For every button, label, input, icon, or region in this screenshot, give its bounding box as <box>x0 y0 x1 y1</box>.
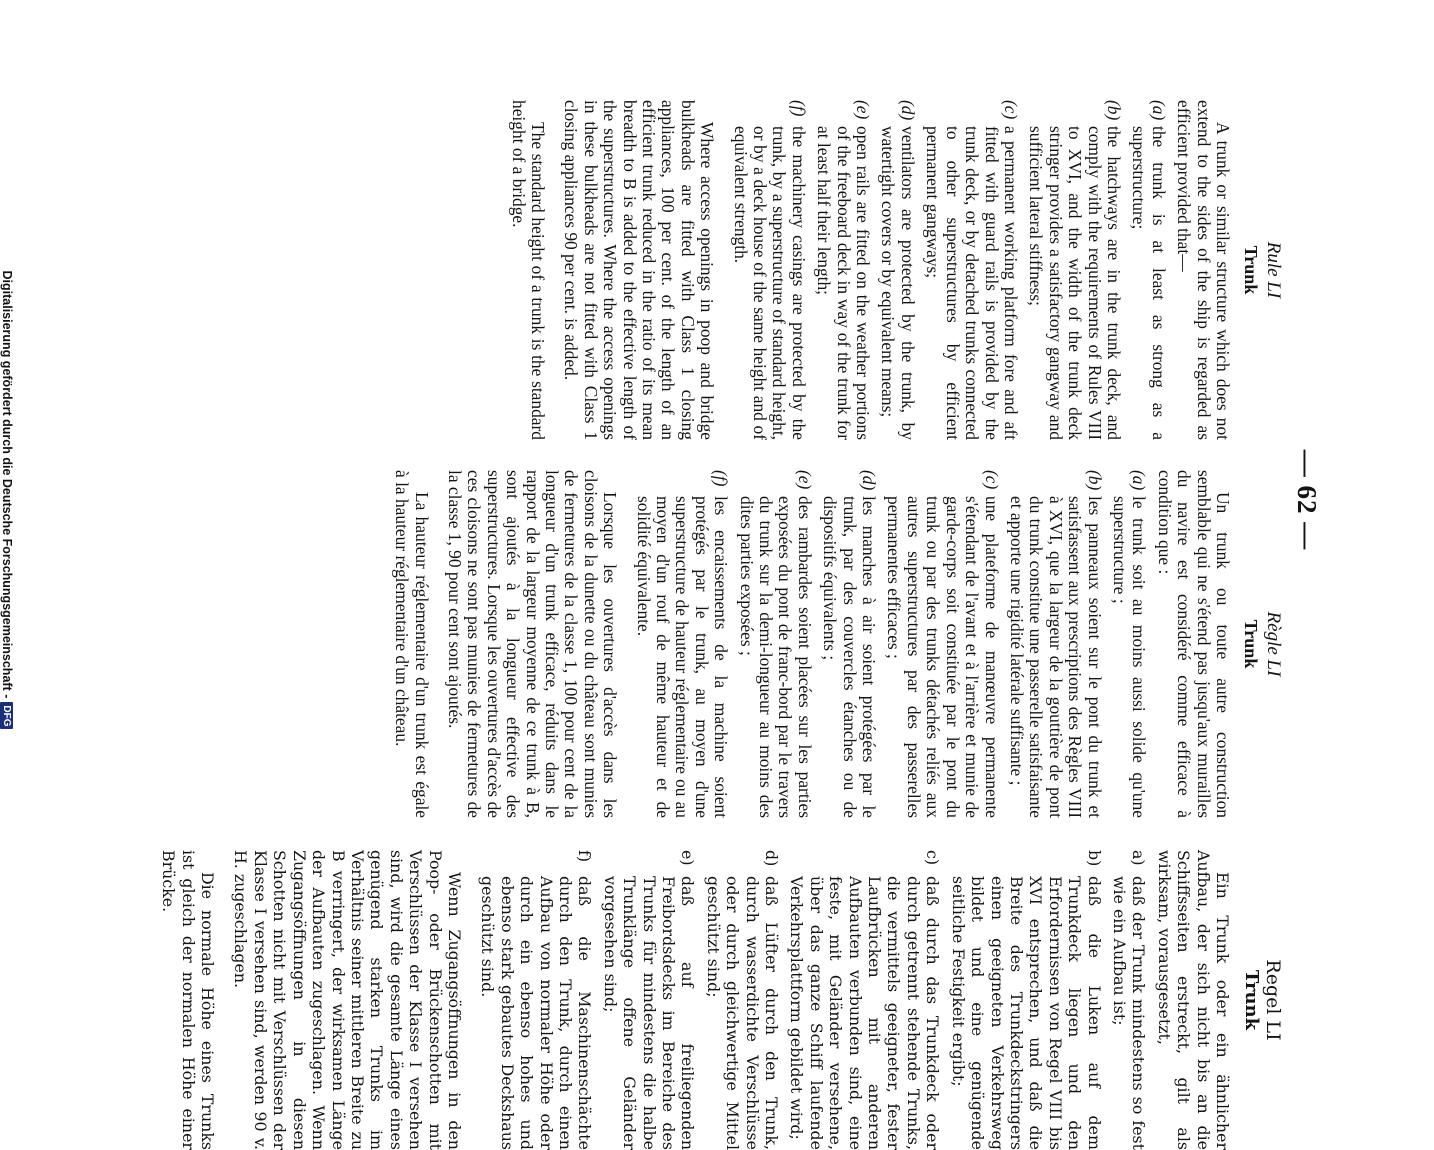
english-column <box>508 100 1284 440</box>
paragraph-en-1: Where access openings in poop and bridge bulkheads are fitted with Class 1 closing appliances, 100 per cent. of the length of an efficient trunk reduced in the ratio of its mean breadth to B is added to the effective length of the superstructures. Where the access openings in these bulkheads are not fitted with Class 1 closing appliances 90 per cent. is added. <box>561 100 718 440</box>
item-label: a) <box>1129 850 1149 866</box>
list-item-de-e <box>600 850 697 1150</box>
item-label: (a) <box>1148 100 1169 121</box>
intro-fr: Un trunk ou toute autre construction semblable qui ne s'étend pas jusqu'aux murailles du navire est considéré comme efficace à condition que : <box>1154 470 1233 818</box>
rule-subtitle-fr: Trunk <box>1241 619 1261 669</box>
digitization-footer <box>0 0 14 1000</box>
item-label: f) <box>575 850 595 863</box>
item-label: (d) <box>859 470 880 491</box>
item-label: (e) <box>853 100 874 120</box>
item-label: (f) <box>788 100 809 117</box>
german-column <box>159 850 1284 1150</box>
list-item-fr-a <box>1110 470 1149 818</box>
list-item-fr-e <box>736 470 814 818</box>
item-label: (c) <box>981 470 1002 490</box>
item-label: b) <box>1084 850 1104 867</box>
list-item-fr-d <box>820 470 878 818</box>
item-text: les encaissements de la machine soient protégés par le trunk, au moyen d'une superstructure de hauteur réglementaire ou au moyen d'un rouf de même hauteur et de solidité équivalente. <box>633 496 732 818</box>
french-column <box>392 470 1284 818</box>
item-text: the trunk is at least as strong as a superstructure; <box>1129 126 1169 440</box>
list-item-en-c <box>923 100 1020 440</box>
paragraph-de-2: Die normale Höhe eines Trunks ist gleich der normalen Höhe einer Brücke. <box>159 850 218 1150</box>
item-text: une plateforme de manœuvre permanente s'étendant de l'avant et à l'arrière et munie de garde-corps soit constituée par le pont du trunk ou par des trunks détachés reliés aux autres superstructures par des passerelles permanentes efficaces ; <box>884 496 1002 818</box>
item-label: (a) <box>1129 470 1150 491</box>
list-item-de-c <box>787 850 942 1150</box>
item-text: daß die Luken auf dem Trunkdeck liegen und den Erfordernissen von Regel VIII bis XVI entsprechen, und daß die Breite des Trunkdeckstringers einen geeigneten Verkehrsweg bildet und eine genügende seitliche Festigkeit ergibt; <box>948 876 1104 1150</box>
intro-en: A trunk or similar structure which does not extend to the sides of the ship is regarded as efficient provided that— <box>1174 100 1233 440</box>
list-item-en-d <box>878 100 917 440</box>
list-item-en-e <box>814 100 872 440</box>
item-label: e) <box>678 850 698 866</box>
item-text: a permanent working platform fore and aft fitted with guard rails is provided by the trunk deck, or by detached trunks connected to other superstructures by efficient permanent gangways; <box>923 126 1021 440</box>
item-text: des rambardes soient placées sur les parties exposées du pont de franc-bord par le travers du trunk sur la demi-longueur au moins des dites parties exposées ; <box>736 496 815 818</box>
paragraph-en-2: The standard height of a trunk is the standard height of a bridge. <box>508 100 548 440</box>
list-item-de-a <box>1110 850 1149 1150</box>
item-text: open rails are fitted on the weather portions of the freeboard deck in way of the trunk for at least half their length; <box>814 126 874 440</box>
item-text: daß der Trunk mindestens so fest wie ein Aufbau ist; <box>1109 876 1149 1150</box>
item-label: (d) <box>897 100 918 121</box>
item-label: (c) <box>1000 100 1021 120</box>
item-text: les panneaux soient sur le pont du trunk et satisfassent aux prescriptions des Règles VIII à XVI, que la largeur de la gouttière de pont du trunk constitue une passerelle satisfaisante et apporte une rigidité latérale suffisante ; <box>1006 496 1105 818</box>
list-item-de-d <box>703 850 781 1150</box>
item-text: le trunk soit au moins aussi solide qu'une superstructure ; <box>1109 496 1150 818</box>
item-text: the machinery casings are protected by the trunk, by a superstructure of standard height, or by a deck house of the same height and of equivalent strength. <box>730 126 809 440</box>
list-item-fr-b <box>1007 470 1104 818</box>
paragraph-de-1: Wenn Zugangsöffnungen in den Poop- oder Brückenschotten mit Verschlüssen der Klasse I versehen sind, wird die gesamte Länge eines genügend starken Trunks im Verhältnis seiner mittleren Breite zu B verringert, der wirksamen Länge der Aufbauten zugeschlagen. Wenn Zugangsöffnungen in diesen Schotten nicht mit Verschlüssen der Klasse I versehen sind, werden 90 v. H. zugeschlagen. <box>231 850 464 1150</box>
item-label: (b) <box>1103 100 1124 121</box>
item-text: daß die Maschinenschächte durch den Trunk, durch einen Aufbau von normaler Höhe oder durch ein ebenso hohes und ebenso stark gebautes Deckshaus geschützt sind. <box>478 876 595 1150</box>
list-item-en-b <box>1026 100 1123 440</box>
item-text: daß Lüfter durch den Trunk, durch wasserdichte Verschlüsse oder durch gleichwertige Mittel geschützt sind; <box>703 876 782 1150</box>
item-label: (b) <box>1084 470 1105 491</box>
paragraph-fr-2: La hauteur réglementaire d'un trunk est égale à la hauteur réglementaire d'un château. <box>392 470 432 818</box>
paragraph-fr-1: Lorsque les ouvertures d'accès dans les cloisons de la dunette ou du château sont munies de fermetures de la classe 1, 100 pour cent de la longueur d'un trunk efficace, réduits dans le rapport de la largeur moyenne de ce trunk à B, sont ajoutés à la longueur effective des superstructures. Lorsque les ouvertures d'accès de ces cloisons ne sont pas munies de fermetures de la classe 1, 90 pour cent sont ajoutés. <box>444 470 621 818</box>
intro-de: Ein Trunk oder ein ähnlicher Aufbau, der sich nicht bis an die Schiffsseiten erstreckt, gilt als wirksam, vorausgesetzt, <box>1154 850 1232 1150</box>
rule-title-de: Regel LI <box>1262 959 1284 1041</box>
list-item-fr-c <box>884 470 1000 818</box>
page-number: — 62 — <box>1292 449 1322 551</box>
item-text: the hatchways are in the trunk deck, and comply with the requirements of Rules VIII to XVI, and the width of the trunk deck stringer provides a satisfactory gangway and sufficient lateral stiffness; <box>1026 126 1124 440</box>
item-text: daß durch das Trunkdeck oder durch getrennt stehende Trunks, die vermittels geeigneter, fester Laufbrücken mit anderen Aufbauten verbunden sind, eine feste, mit Geländer versehene, über das ganze Schiff laufende Verkehrsplattform gebildet wird; <box>787 876 943 1150</box>
item-label: (f) <box>711 470 732 487</box>
rule-subtitle-de: Trunk <box>1241 969 1262 1031</box>
item-text: les manches à air soient protégées par le trunk, par des couvercles étanches ou de dispositifs équivalents ; <box>820 496 880 818</box>
item-label: d) <box>762 850 782 867</box>
dfg-logo: DFG <box>0 702 13 729</box>
item-label: (e) <box>794 470 815 490</box>
item-text: ventilators are protected by the trunk, by watertight covers or by equivalent means; <box>878 126 918 440</box>
list-item-en-a <box>1129 100 1168 440</box>
list-item-fr-f <box>633 470 730 818</box>
item-label: c) <box>923 850 943 866</box>
list-item-en-f <box>730 100 808 440</box>
rule-title-fr: Règle LI <box>1263 611 1284 677</box>
rule-subtitle-en: Trunk <box>1241 245 1261 295</box>
list-item-de-b <box>948 850 1103 1150</box>
item-text: daß auf freiliegenden Freibordsdecks im Bereiche des Trunks für mindestens die halbe Trunklänge offene Geländer vorgesehen sind; <box>600 876 698 1150</box>
footer-text: Digitalisierung gefördert durch die Deutsche Forschungsgemeinschaft - <box>0 270 14 699</box>
list-item-de-f <box>478 850 594 1150</box>
rule-title-en: Rule LI <box>1263 241 1284 299</box>
